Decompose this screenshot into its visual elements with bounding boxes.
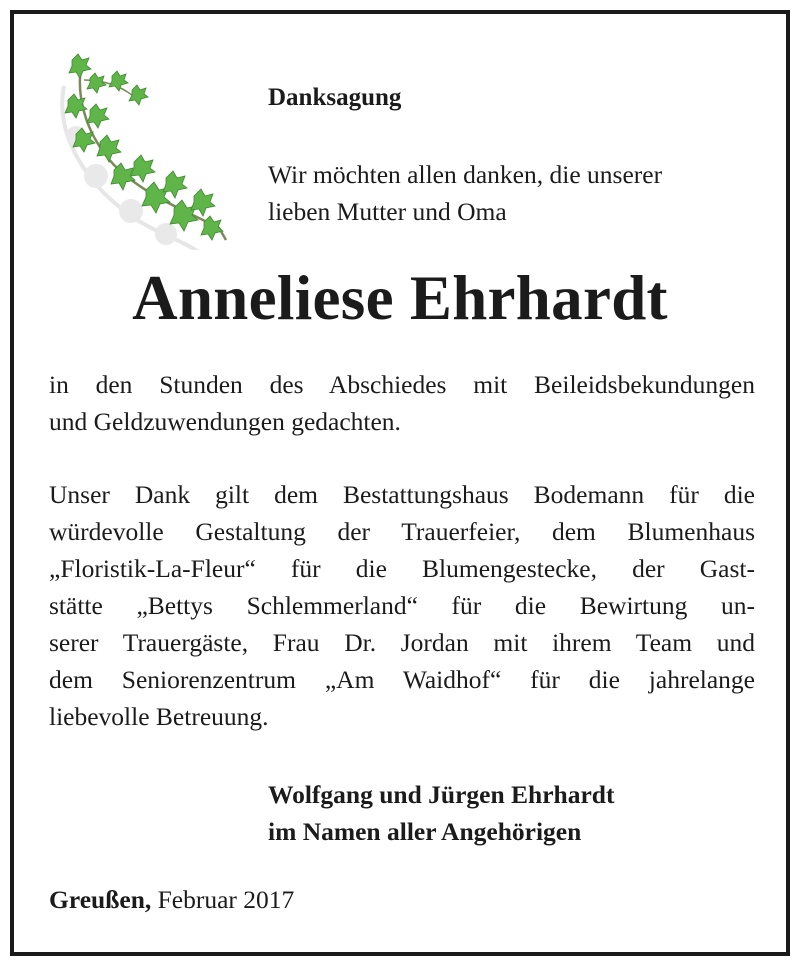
paragraph-line: „Floristik-La-Fleur“ für die Blumengestecke, der Gast- bbox=[49, 554, 755, 583]
signature-line: im Namen aller Angehörigen bbox=[268, 817, 582, 846]
deceased-name: Anneliese Ehrhardt bbox=[132, 263, 668, 333]
intro-line: lieben Mutter und Oma bbox=[268, 197, 507, 226]
date: Februar 2017 bbox=[157, 885, 295, 914]
intro-line: Wir möchten allen danken, die unserer bbox=[268, 160, 663, 189]
place-date bbox=[49, 885, 294, 915]
notice-heading: Danksagung bbox=[268, 84, 402, 111]
ivy-branch-icon bbox=[54, 50, 234, 250]
paragraph-line: serer Trauergäste, Frau Dr. Jordan mit ihrem Team und bbox=[49, 628, 755, 657]
paragraph-line: stätte „Bettys Schlemmerland“ für die Bewirtung un- bbox=[49, 591, 755, 620]
paragraph-line: würdevolle Gestaltung der Trauerfeier, dem Blumenhaus bbox=[49, 517, 755, 546]
paragraph-line: dem Seniorenzentrum „Am Waidhof“ für die jahrelange bbox=[49, 665, 755, 694]
paragraph-line: in den Stunden des Abschiedes mit Beileidsbekundungen bbox=[49, 370, 755, 399]
signature-line: Wolfgang und Jürgen Ehrhardt bbox=[268, 780, 615, 809]
intro-text bbox=[268, 156, 768, 230]
paragraph-line: liebevolle Betreuung. bbox=[49, 702, 269, 731]
paragraph-thanks bbox=[49, 366, 755, 440]
paragraph-line: und Geldzuwendungen gedachten. bbox=[49, 407, 401, 436]
signature bbox=[268, 776, 614, 850]
paragraph-line: Unser Dank gilt dem Bestattungshaus Bodemann für die bbox=[49, 480, 755, 509]
paragraph-acknowledgements bbox=[49, 476, 755, 735]
place: Greußen, bbox=[49, 885, 152, 914]
